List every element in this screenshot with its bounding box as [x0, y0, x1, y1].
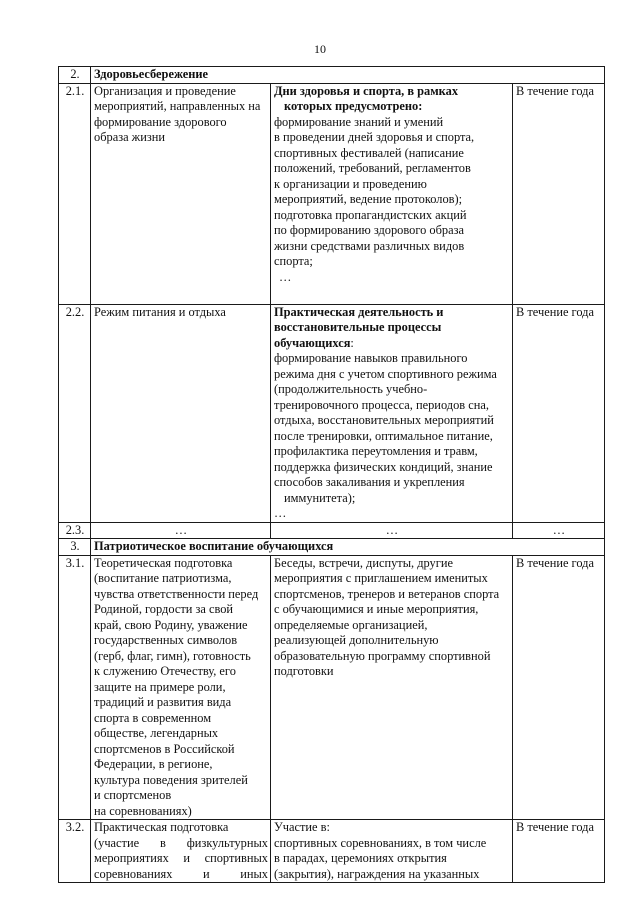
section-number: 3.	[59, 539, 91, 556]
direction-line: чувства ответственности перед	[94, 586, 259, 601]
content-line: режима дня с учетом спортивного режима	[274, 366, 497, 381]
content-line: подготовки	[274, 664, 334, 678]
activity-title-line: которых предусмотрено:	[284, 99, 423, 113]
direction-line: к служению Отечеству, его	[94, 664, 236, 678]
deadline-cell: …	[513, 522, 605, 539]
activity-title-line: Практическая деятельность и	[274, 304, 444, 319]
content-line: спортивных фестивалей (написание	[274, 145, 464, 160]
table-row-3-1	[59, 555, 605, 820]
content-line: иммунитета);	[284, 490, 356, 505]
section-number: 2.	[59, 67, 91, 84]
direction-line: спортсменов в Российской	[94, 741, 235, 756]
direction-cell	[91, 820, 271, 883]
direction-line: мероприятий, направленных на	[94, 99, 261, 113]
content-line: Беседы, встречи, диспуты, другие	[274, 555, 453, 570]
direction-line: традиций и развития вида	[94, 695, 232, 709]
activity-title-text: обучающихся	[274, 335, 351, 350]
direction-cell	[91, 83, 271, 304]
direction-cell	[91, 555, 271, 820]
direction-line: (воспитание патриотизма,	[94, 571, 232, 585]
row-number: 2.1.	[59, 83, 91, 304]
content-line: (закрытия), награждения на указанных	[274, 866, 480, 881]
content-line: мероприятий, ведение протоколов);	[274, 192, 463, 206]
content-line: положений, требований, регламентов	[274, 161, 471, 175]
page-number: 10	[314, 42, 326, 56]
content-line: с обучающимися и иные мероприятия,	[274, 602, 479, 616]
ellipsis: …	[279, 269, 292, 284]
direction-line: на соревнованиях)	[94, 803, 192, 818]
row-number: 3.2.	[59, 820, 91, 883]
content-line: жизни средствами различных видов	[274, 238, 465, 253]
deadline-cell: В течение года	[513, 304, 605, 522]
direction-line: Теоретическая подготовка	[94, 555, 233, 570]
direction-line: соревнованиях и иных	[94, 866, 268, 881]
plan-table	[58, 66, 605, 883]
activity-title-line: восстановительные процессы	[274, 320, 442, 334]
direction-line: Практическая подготовка	[94, 820, 229, 834]
direction-cell	[91, 304, 271, 522]
row-number: 2.2.	[59, 304, 91, 522]
content-line: отдыха, восстановительных мероприятий	[274, 413, 494, 427]
content-line: к организации и проведению	[274, 176, 427, 191]
content-line: (продолжительность учебно-	[274, 382, 428, 396]
table-row-2-2	[59, 304, 605, 522]
direction-line: край, свою Родину, уважение	[94, 617, 248, 632]
direction-line: спорта в современном	[94, 710, 212, 725]
direction-line: и спортсменов	[94, 788, 172, 802]
direction-line: культура поведения зрителей	[94, 772, 248, 787]
ellipsis: …	[274, 506, 287, 520]
content-line: профилактика переутомления и травм,	[274, 444, 478, 458]
deadline-cell: В течение года	[513, 555, 605, 820]
deadline-cell: В течение года	[513, 820, 605, 883]
activity-title-line	[274, 336, 510, 352]
content-line: спортивных соревнованиях, в том числе	[274, 835, 487, 850]
direction-line: (герб, флаг, гимн), готовность	[94, 648, 251, 663]
content-line: поддержка физических кондиций, знание	[274, 459, 493, 474]
direction-line: обществе, легендарных	[94, 726, 219, 740]
direction-line: Режим питания и отдыха	[94, 304, 226, 319]
content-line: в проведении дней здоровья и спорта,	[274, 130, 475, 144]
section-row-3	[59, 539, 605, 556]
direction-line: образа жизни	[94, 130, 166, 144]
content-line: спортсменов, тренеров и ветеранов спорта	[274, 586, 500, 601]
direction-line: мероприятиях и спортивных	[94, 851, 268, 865]
content-cell	[271, 83, 513, 304]
content-line: определяемые организацией,	[274, 617, 428, 632]
table-row-3-2	[59, 820, 605, 883]
content-line: формирование навыков правильного	[274, 351, 468, 365]
direction-line: Родиной, гордости за свой	[94, 602, 234, 616]
activity-title-colon: :	[350, 335, 354, 350]
direction-line: Организация и проведение	[94, 83, 236, 98]
direction-cell: …	[91, 522, 271, 539]
direction-line: государственных символов	[94, 633, 238, 647]
content-cell: …	[271, 522, 513, 539]
content-line: Участие в:	[274, 820, 330, 834]
content-line: формирование знаний и умений	[274, 114, 444, 129]
section-row-2	[59, 67, 605, 84]
row-number: 3.1.	[59, 555, 91, 820]
content-cell	[271, 820, 513, 883]
direction-line: защите на примере роли,	[94, 679, 226, 694]
content-line: подготовка пропагандистских акций	[274, 207, 467, 222]
content-cell	[271, 304, 513, 522]
content-line: спорта;	[274, 254, 313, 268]
content-line: в парадах, церемониях открытия	[274, 851, 447, 865]
table-row-2-1	[59, 83, 605, 304]
content-line: по формированию здорового образа	[274, 223, 464, 237]
content-line: мероприятия с приглашением именитых	[274, 571, 488, 585]
direction-line: (участие в физкультурных	[94, 835, 268, 850]
direction-line: Федерации, в регионе,	[94, 757, 213, 771]
deadline-cell: В течение года	[513, 83, 605, 304]
content-line: после тренировки, оптимальное питание,	[274, 428, 493, 443]
row-number: 2.3.	[59, 522, 91, 539]
content-line: способов закаливания и укрепления	[274, 475, 465, 489]
content-cell	[271, 555, 513, 820]
section-title: Патриотическое воспитание обучающихся	[91, 539, 605, 556]
content-line: реализующей дополнительную	[274, 633, 439, 647]
section-title: Здоровьесбережение	[91, 67, 605, 84]
table-row-2-3	[59, 522, 605, 539]
direction-line: формирование здорового	[94, 114, 227, 129]
activity-title-line: Дни здоровья и спорта, в рамках	[274, 83, 459, 98]
content-line: образовательную программу спортивной	[274, 648, 491, 663]
content-line: тренировочного процесса, периодов сна,	[274, 397, 489, 412]
